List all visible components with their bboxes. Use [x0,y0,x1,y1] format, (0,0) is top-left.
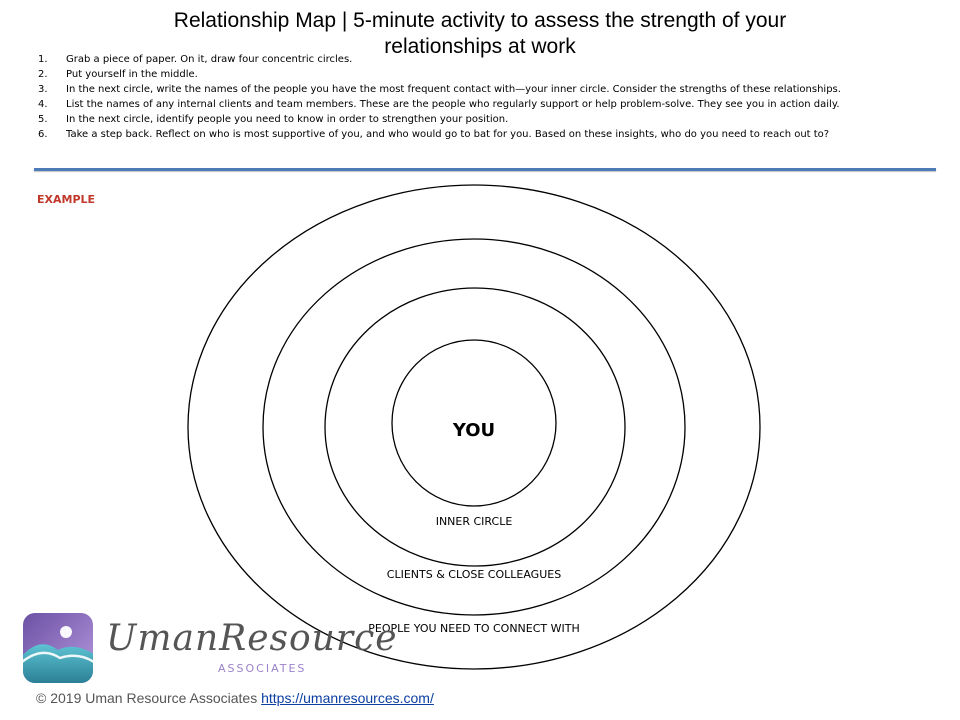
step-number: 6. [38,129,48,140]
step-number: 4. [38,99,48,110]
inner-circle-label: INNER CIRCLE [435,515,513,528]
brand-name: UmanResource [106,618,398,659]
step-number: 2. [38,69,48,80]
title-line-1: Relationship Map | 5-minute activity to assess the strength of your [173,9,787,32]
step-text: In the next circle, write the names of the people you have the most frequent contact with—your inner circle. Consider the strengths of these relationships. [66,84,841,95]
step-text: List the names of any internal clients and team members. These are the people who regularly support or help problem-solve. They see you in action daily. [66,99,840,110]
title-line-2: relationships at work [384,35,576,58]
mountain-logo-icon [22,612,94,684]
example-label: EXAMPLE [37,193,96,206]
step-text: In the next circle, identify people you need to know in order to strengthen your position. [66,114,509,125]
step-number: 5. [38,114,48,125]
brand-subtitle: ASSOCIATES [218,662,307,675]
step-text: Put yourself in the middle. [66,69,198,80]
step-text: Grab a piece of paper. On it, draw four concentric circles. [66,54,353,65]
footer-copyright: © 2019 Uman Resource Associates [36,690,258,706]
footer [36,690,434,706]
connect-circle-label: PEOPLE YOU NEED TO CONNECT WITH [368,622,580,635]
step-number: 3. [38,84,48,95]
step-number: 1. [38,54,48,65]
brand-logo [22,612,398,688]
clients-circle-label: CLIENTS & CLOSE COLLEAGUES [386,568,562,581]
center-label-you: YOU [452,420,496,441]
footer-link[interactable]: https://umanresources.com/ [261,690,434,706]
step-text: Take a step back. Reflect on who is most supportive of you, and who would go to bat for you. Based on these insights, who do you need to reach out to? [66,129,830,140]
